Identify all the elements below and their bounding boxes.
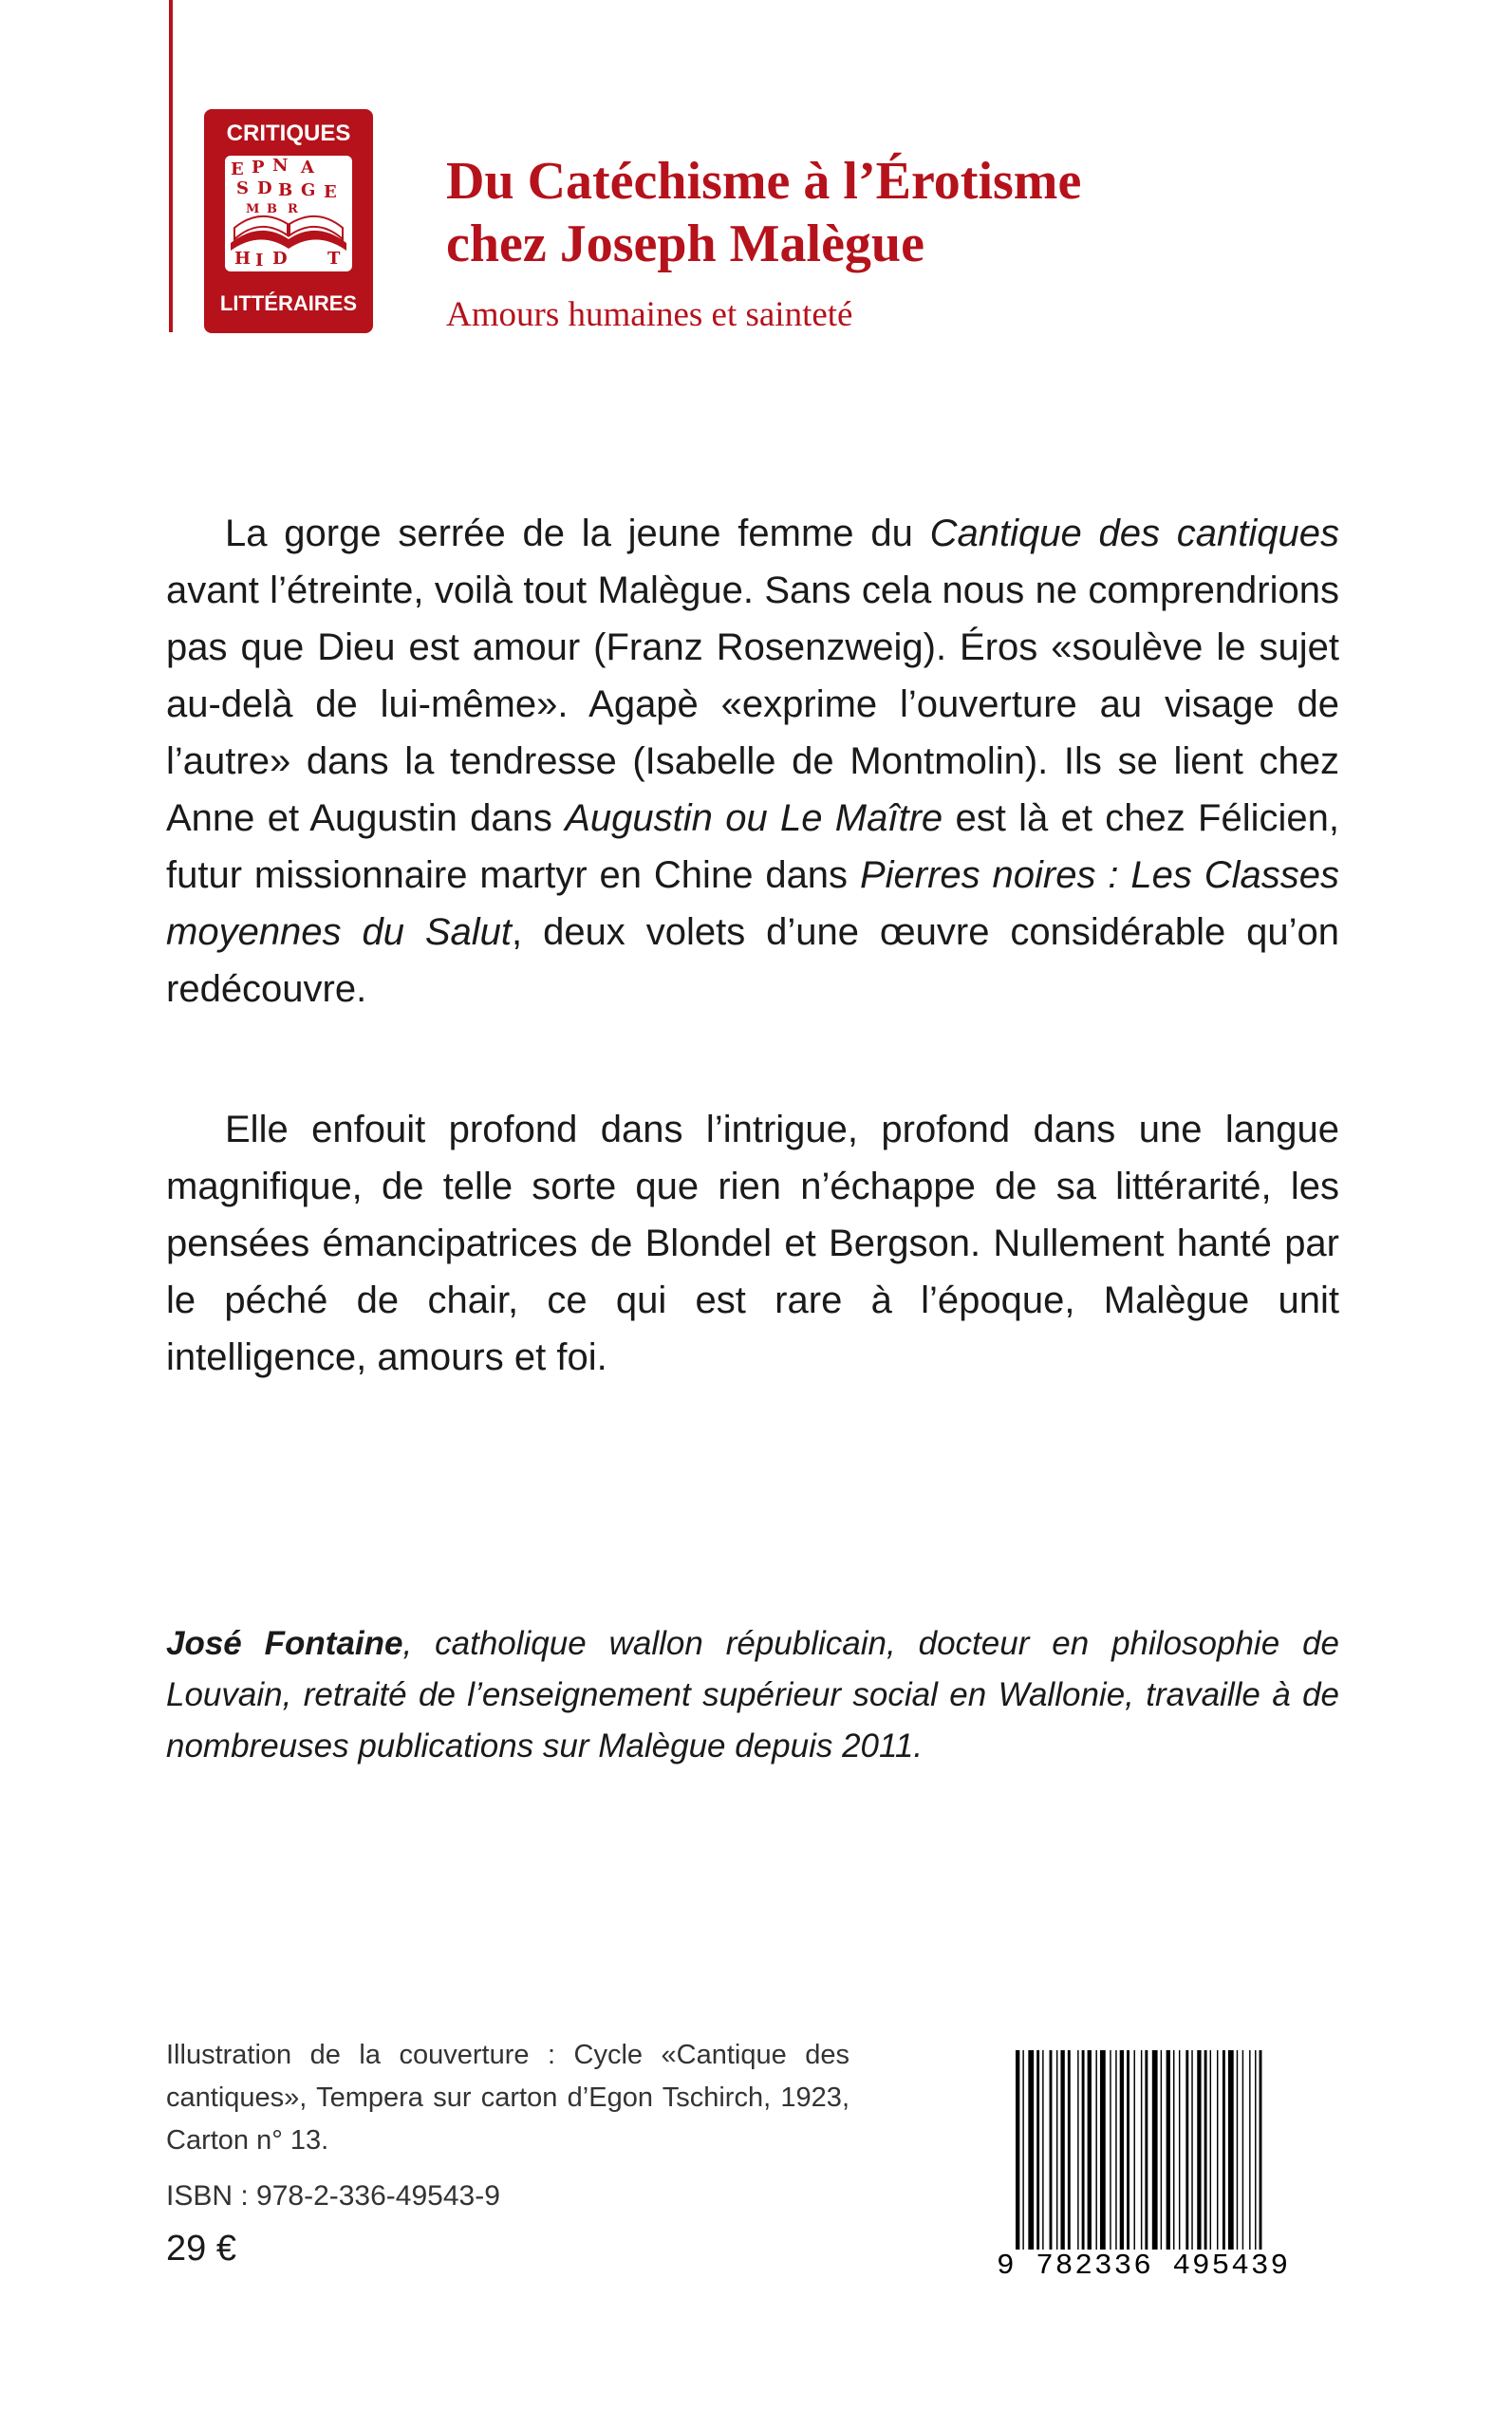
svg-text:R: R: [288, 202, 298, 216]
svg-text:P: P: [252, 158, 265, 177]
price: 29 €: [166, 2229, 236, 2269]
barcode-bar: [1161, 2050, 1162, 2250]
barcode-bar: [1050, 2050, 1053, 2250]
svg-text:H: H: [234, 249, 252, 269]
barcode-bar: [1110, 2050, 1111, 2250]
barcode-bar: [1185, 2050, 1188, 2250]
barcode-bar: [1088, 2050, 1092, 2250]
title-line-2: chez Joseph Malègue: [446, 215, 924, 273]
blurb-paragraph-1-text: [166, 505, 1339, 1018]
barcode-bar: [1016, 2050, 1019, 2250]
barcode-bar: [1210, 2050, 1211, 2250]
italic-title-run: Augustin ou Le Maître: [565, 797, 943, 839]
barcode-bar: [1028, 2050, 1034, 2250]
barcode-bar: [1228, 2050, 1234, 2250]
barcode-bar: [1100, 2050, 1106, 2250]
barcode-bar: [1242, 2050, 1243, 2250]
svg-text:D: D: [257, 178, 272, 198]
svg-text:B: B: [278, 180, 293, 200]
barcode-bar: [1204, 2050, 1207, 2250]
barcode-bar: [1082, 2050, 1085, 2250]
text-run: avant l’étreinte, voilà tout Malègue. Sans cela nous ne comprendrions pas que Dieu est amour (Franz Rosenzweig). Éros «soulève le sujet au-delà de lui-même». Agapè «exprime l’ouverture au visage de l’autre» dans la tendresse (Isabelle de Montmolin). Ils se lient chez Anne et Augustin dans: [166, 570, 1339, 839]
cover-illustration-credit: Illustration de la couverture : Cycle «Cantique des cantiques», Tempera sur carton d’Egon Tschirch, 1923, Carton n° 13.: [166, 2040, 849, 2156]
blurb-paragraph-2-text: Elle enfouit profond dans l’intrigue, profond dans une langue magnifique, de telle sorte que rien n’échappe de sa littérarité, les pensées émancipatrices de Blondel et Bergson. Nullement hanté par le péché de chair, ce qui est rare à l’époque, Malègue unit intelligence, amours et foi.: [166, 1109, 1339, 1378]
barcode-bar: [1127, 2050, 1129, 2250]
barcode-bar: [1197, 2050, 1201, 2250]
book-subtitle: Amours humaines et sainteté: [446, 295, 853, 334]
barcode-bar: [1056, 2050, 1057, 2250]
barcode-bar: [1042, 2050, 1043, 2250]
blurb-paragraph-2: [166, 1101, 1339, 1386]
italic-title-run: Cantique des cantiques: [929, 513, 1339, 554]
barcode-bar: [1191, 2050, 1192, 2250]
series-bottom-label: LITTÉRAIRES: [219, 291, 358, 315]
red-vertical-rule: [169, 0, 173, 332]
barcode-bar: [1173, 2050, 1174, 2250]
text-run: La gorge serrée de la jeune femme du: [225, 513, 930, 554]
svg-text:N: N: [272, 156, 289, 176]
open-book-letters-icon: [217, 152, 360, 285]
barcode-bars: [1016, 2050, 1310, 2250]
barcode-bar: [1120, 2050, 1124, 2250]
barcode: [997, 2050, 1315, 2288]
barcode-bar: [1134, 2050, 1135, 2250]
title-line-1: Du Catéchisme à l’Érotisme: [446, 152, 1082, 211]
barcode-bar: [1249, 2050, 1250, 2250]
svg-text:A: A: [301, 158, 314, 177]
svg-text:B: B: [267, 202, 277, 216]
svg-text:M: M: [246, 202, 260, 216]
barcode-bar: [1260, 2050, 1262, 2250]
barcode-bar: [1095, 2050, 1096, 2250]
author-bio: [166, 1618, 1339, 1772]
author-name: José Fontaine: [166, 1625, 403, 1662]
barcode-bar: [1022, 2050, 1023, 2250]
barcode-bar: [1217, 2050, 1218, 2250]
blurb-paragraph-1: [166, 505, 1339, 1018]
barcode-bar: [1145, 2050, 1148, 2250]
barcode-bar: [1060, 2050, 1064, 2250]
barcode-bar: [1141, 2050, 1142, 2250]
svg-text:G: G: [301, 180, 316, 200]
svg-text:S: S: [236, 178, 249, 198]
book-title: [446, 150, 1395, 275]
barcode-digits: 9 782336 495439: [997, 2250, 1291, 2283]
barcode-bar: [1068, 2050, 1071, 2250]
series-top-label: CRITIQUES: [226, 121, 351, 146]
barcode-bar: [1255, 2050, 1256, 2250]
isbn: ISBN : 978-2-336-49543-9: [166, 2180, 500, 2212]
italic-title-run: Pierres noires : Les Classes moyennes du Salut: [166, 854, 1340, 953]
barcode-bar: [1077, 2050, 1078, 2250]
svg-text:T: T: [327, 249, 341, 269]
svg-text:E: E: [231, 159, 244, 179]
text-run: , deux volets d’une œuvre considérable qu’on redécouvre.: [166, 911, 1339, 1010]
series-logo: [204, 109, 373, 333]
barcode-bar: [1179, 2050, 1180, 2250]
barcode-bar: [1167, 2050, 1170, 2250]
text-run: est là et chez Félicien, futur missionnaire martyr en Chine dans: [166, 797, 1339, 896]
author-bio-text: , catholique wallon républicain, docteur en philosophie de Louvain, retraité de l’enseignement supérieur social en Wallonie, travaille à de nombreuses publications sur Malègue depuis 2011.: [166, 1625, 1340, 1765]
svg-text:E: E: [324, 182, 337, 202]
barcode-bar: [1223, 2050, 1225, 2250]
svg-text:I: I: [255, 251, 264, 271]
svg-text:D: D: [272, 249, 288, 269]
barcode-bar: [1237, 2050, 1238, 2250]
barcode-bar: [1036, 2050, 1039, 2250]
barcode-bar: [1152, 2050, 1158, 2250]
barcode-bar: [1115, 2050, 1116, 2250]
